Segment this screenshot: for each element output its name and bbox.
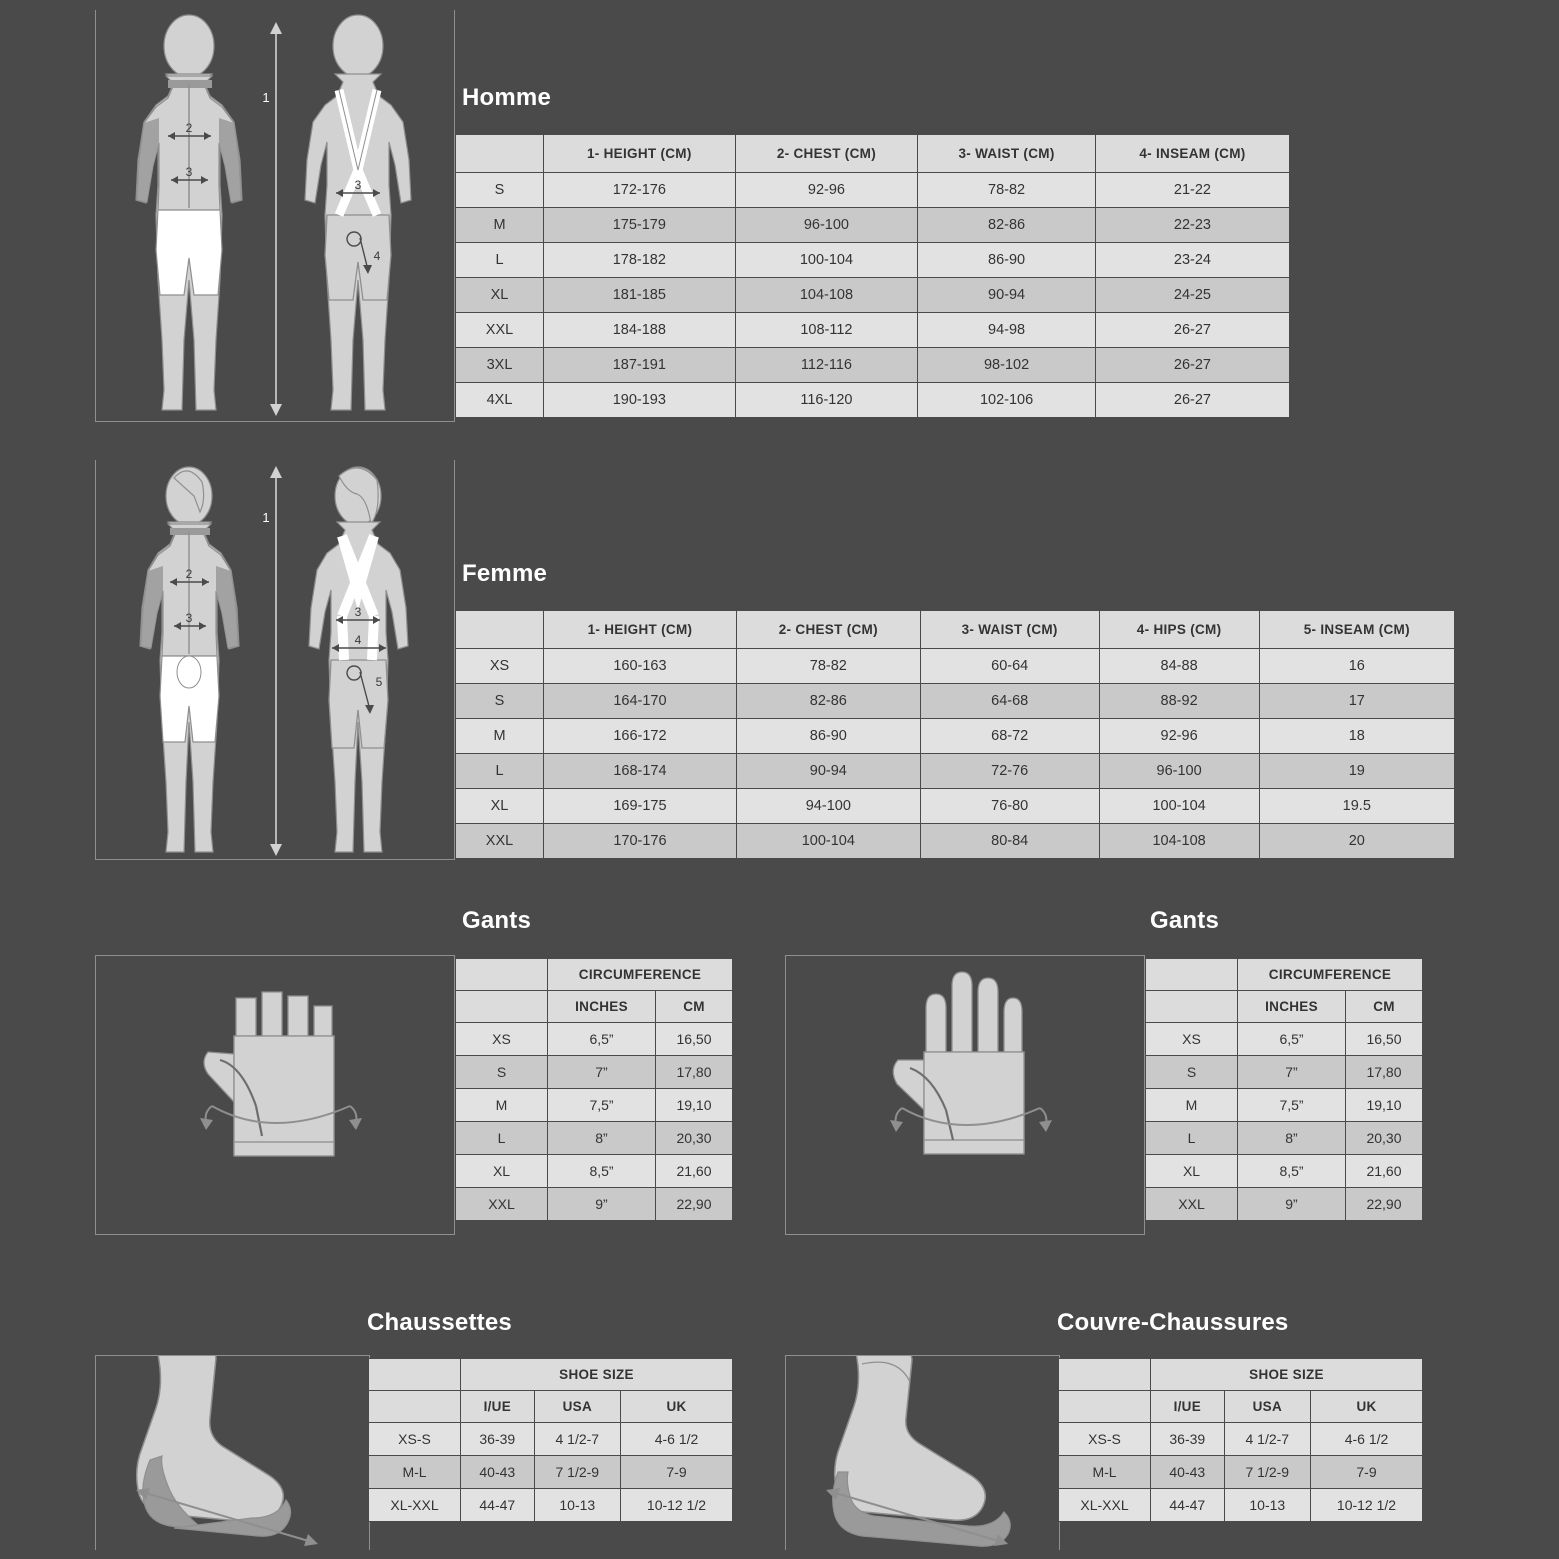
col-iue: I/UE (461, 1391, 535, 1423)
cell-size: M (456, 208, 544, 243)
cell: 116-120 (735, 383, 918, 418)
cell: 8,5” (548, 1155, 656, 1188)
cell: 16 (1259, 649, 1454, 684)
blank-corner (369, 1359, 461, 1391)
cell-size: L (456, 1122, 548, 1155)
couvre-chaussures-figure-box (785, 1355, 1060, 1550)
figure-label-2: 2 (185, 567, 193, 581)
cell: 8,5” (1238, 1155, 1346, 1188)
cell: 164-170 (544, 684, 737, 719)
col-size (456, 991, 548, 1023)
cell: 7,5” (548, 1089, 656, 1122)
table-row (456, 208, 1290, 243)
table-row (456, 1155, 733, 1188)
cell: 19 (1259, 754, 1454, 789)
cell: 7” (1238, 1056, 1346, 1089)
couvre-chaussures-table (1058, 1358, 1423, 1522)
cell: 20 (1259, 824, 1454, 859)
gants-left-table (455, 958, 733, 1221)
cell: 16,50 (656, 1023, 733, 1056)
cell: 169-175 (544, 789, 737, 824)
blank-corner (456, 959, 548, 991)
table-row-header (456, 611, 1455, 649)
table-row (456, 1188, 733, 1221)
figure-label-3b: 3 (354, 605, 362, 619)
cell-size: XXL (456, 1188, 548, 1221)
cell: 8” (1238, 1122, 1346, 1155)
cell: 100-104 (736, 824, 920, 859)
cell: 90-94 (736, 754, 920, 789)
cell: 8” (548, 1122, 656, 1155)
col-height: 1- HEIGHT (CM) (544, 135, 736, 173)
cell: 20,30 (656, 1122, 733, 1155)
col-cm: CM (656, 991, 733, 1023)
figure-label-5: 5 (375, 675, 383, 689)
col-usa: USA (1224, 1391, 1310, 1423)
table-gants-right (1145, 958, 1423, 1221)
figure-label-1: 1 (262, 510, 270, 525)
cell: 22-23 (1095, 208, 1289, 243)
blank-corner (1146, 959, 1238, 991)
page-title-femme: Femme (462, 560, 548, 587)
group-header-circumference: CIRCUMFERENCE (1238, 959, 1423, 991)
cell: 96-100 (735, 208, 918, 243)
cell: 36-39 (461, 1423, 535, 1456)
table-couvre-chaussures (1058, 1358, 1423, 1522)
cell: 90-94 (918, 278, 1096, 313)
table-row (1146, 1188, 1423, 1221)
table-row (1146, 1089, 1423, 1122)
cell: 26-27 (1095, 348, 1289, 383)
table-row-header (1059, 1391, 1423, 1423)
cell: 4-6 1/2 (621, 1423, 733, 1456)
cell: 76-80 (920, 789, 1099, 824)
group-header-circumference: CIRCUMFERENCE (548, 959, 733, 991)
page-title-gants-right: Gants (1150, 907, 1220, 934)
cell: 102-106 (918, 383, 1096, 418)
table-row (369, 1489, 733, 1522)
figure-label-1: 1 (262, 90, 270, 105)
cell-size: XL-XXL (369, 1489, 461, 1522)
cell-size: XS (1146, 1023, 1238, 1056)
cell: 40-43 (461, 1456, 535, 1489)
cell: 6,5” (1238, 1023, 1346, 1056)
cell: 104-108 (735, 278, 918, 313)
cell: 24-25 (1095, 278, 1289, 313)
col-cm: CM (1346, 991, 1423, 1023)
table-row-header (1146, 991, 1423, 1023)
table-homme (455, 134, 1290, 418)
cell: 86-90 (918, 243, 1096, 278)
homme-size-table (455, 134, 1290, 418)
table-row (456, 1023, 733, 1056)
cell: 17 (1259, 684, 1454, 719)
col-size (456, 135, 544, 173)
table-row-group-header (1146, 959, 1423, 991)
cell: 60-64 (920, 649, 1099, 684)
cell: 20,30 (1346, 1122, 1423, 1155)
cell: 7” (548, 1056, 656, 1089)
cell: 166-172 (544, 719, 737, 754)
sock-icon (96, 1356, 369, 1549)
cell: 19,10 (656, 1089, 733, 1122)
cell-size: XS-S (369, 1423, 461, 1456)
cell-size: XL (456, 278, 544, 313)
cell: 100-104 (1099, 789, 1259, 824)
table-row (369, 1456, 733, 1489)
femme-size-table (455, 610, 1455, 859)
cell: 181-185 (544, 278, 736, 313)
cell: 4 1/2-7 (534, 1423, 620, 1456)
table-row (1059, 1423, 1423, 1456)
table-row (456, 348, 1290, 383)
cell: 78-82 (918, 173, 1096, 208)
cell: 22,90 (1346, 1188, 1423, 1221)
cell-size: XXL (1146, 1188, 1238, 1221)
cell: 7,5” (1238, 1089, 1346, 1122)
table-row-header (456, 135, 1290, 173)
table-row (456, 1089, 733, 1122)
cell: 68-72 (920, 719, 1099, 754)
cell-size: M-L (369, 1456, 461, 1489)
cell-size: XS (456, 1023, 548, 1056)
cell: 10-12 1/2 (621, 1489, 733, 1522)
page-title-chaussettes: Chaussettes (367, 1309, 512, 1336)
cell: 64-68 (920, 684, 1099, 719)
table-row (456, 719, 1455, 754)
cell: 92-96 (735, 173, 918, 208)
cell: 7-9 (1311, 1456, 1423, 1489)
femme-body-diagram (96, 460, 456, 860)
table-row (1146, 1023, 1423, 1056)
group-header-shoe-size: SHOE SIZE (461, 1359, 733, 1391)
cell-size: S (456, 1056, 548, 1089)
figure-label-3: 3 (185, 165, 193, 179)
cell: 82-86 (736, 684, 920, 719)
table-row-header (369, 1391, 733, 1423)
col-uk: UK (621, 1391, 733, 1423)
cell: 4-6 1/2 (1311, 1423, 1423, 1456)
cell: 4 1/2-7 (1224, 1423, 1310, 1456)
cell: 112-116 (735, 348, 918, 383)
table-chaussettes (368, 1358, 733, 1522)
cell-size: XL (456, 789, 544, 824)
table-row (1146, 1155, 1423, 1188)
cell-size: L (456, 754, 544, 789)
table-row (369, 1423, 733, 1456)
chaussettes-figure-box (95, 1355, 370, 1550)
figure-label-4: 4 (354, 633, 362, 647)
cell-size: L (456, 243, 544, 278)
cell: 23-24 (1095, 243, 1289, 278)
table-row (1059, 1456, 1423, 1489)
cell-size: S (1146, 1056, 1238, 1089)
chaussettes-table (368, 1358, 733, 1522)
cell: 6,5” (548, 1023, 656, 1056)
table-row-group-header (456, 959, 733, 991)
col-hips: 4- HIPS (CM) (1099, 611, 1259, 649)
cell: 168-174 (544, 754, 737, 789)
cell: 78-82 (736, 649, 920, 684)
cell: 26-27 (1095, 383, 1289, 418)
col-uk: UK (1311, 1391, 1423, 1423)
cell: 21,60 (656, 1155, 733, 1188)
col-size (456, 611, 544, 649)
cell: 26-27 (1095, 313, 1289, 348)
cell: 10-13 (1224, 1489, 1310, 1522)
cell: 104-108 (1099, 824, 1259, 859)
col-size (1146, 991, 1238, 1023)
table-row (456, 173, 1290, 208)
cell: 92-96 (1099, 719, 1259, 754)
col-iue: I/UE (1151, 1391, 1225, 1423)
table-row (1146, 1122, 1423, 1155)
figure-label-3: 3 (185, 611, 193, 625)
col-waist: 3- WAIST (CM) (920, 611, 1099, 649)
cell-size: XXL (456, 313, 544, 348)
cell: 175-179 (544, 208, 736, 243)
femme-figure-box (95, 460, 455, 860)
group-header-shoe-size: SHOE SIZE (1151, 1359, 1423, 1391)
cell: 16,50 (1346, 1023, 1423, 1056)
cell-size: XXL (456, 824, 544, 859)
cell: 10-13 (534, 1489, 620, 1522)
page-title-couvre-chaussures: Couvre-Chaussures (1057, 1309, 1289, 1336)
cell-size: 3XL (456, 348, 544, 383)
cell: 160-163 (544, 649, 737, 684)
cell: 7 1/2-9 (534, 1456, 620, 1489)
cell-size: XS (456, 649, 544, 684)
cell: 108-112 (735, 313, 918, 348)
shoe-cover-icon (786, 1356, 1059, 1549)
table-row (456, 278, 1290, 313)
cell: 17,80 (656, 1056, 733, 1089)
cell: 21,60 (1346, 1155, 1423, 1188)
cell-size: M (456, 1089, 548, 1122)
cell: 19,10 (1346, 1089, 1423, 1122)
cell-size: 4XL (456, 383, 544, 418)
cell: 86-90 (736, 719, 920, 754)
cell: 184-188 (544, 313, 736, 348)
table-row (456, 824, 1455, 859)
figure-label-4: 4 (373, 249, 381, 263)
figure-label-3b: 3 (354, 178, 362, 192)
table-row (456, 1122, 733, 1155)
col-chest: 2- CHEST (CM) (735, 135, 918, 173)
table-row (456, 1056, 733, 1089)
cell: 72-76 (920, 754, 1099, 789)
cell: 21-22 (1095, 173, 1289, 208)
cell: 178-182 (544, 243, 736, 278)
table-row (1059, 1489, 1423, 1522)
cell: 17,80 (1346, 1056, 1423, 1089)
table-row-group-header (369, 1359, 733, 1391)
col-size (1059, 1391, 1151, 1423)
cell: 9” (1238, 1188, 1346, 1221)
cell: 94-100 (736, 789, 920, 824)
homme-figure-box (95, 10, 455, 422)
blank-corner (1059, 1359, 1151, 1391)
cell: 84-88 (1099, 649, 1259, 684)
cell: 96-100 (1099, 754, 1259, 789)
cell: 7-9 (621, 1456, 733, 1489)
gants-left-figure-box (95, 955, 455, 1235)
cell-size: S (456, 173, 544, 208)
col-size (369, 1391, 461, 1423)
cell: 170-176 (544, 824, 737, 859)
col-inseam: 4- INSEAM (CM) (1095, 135, 1289, 173)
cell: 22,90 (656, 1188, 733, 1221)
table-row (456, 789, 1455, 824)
cell: 7 1/2-9 (1224, 1456, 1310, 1489)
table-row-header (456, 991, 733, 1023)
col-usa: USA (534, 1391, 620, 1423)
cell-size: XL-XXL (1059, 1489, 1151, 1522)
table-row (456, 383, 1290, 418)
cell-size: S (456, 684, 544, 719)
cell-size: XL (1146, 1155, 1238, 1188)
table-femme (455, 610, 1455, 859)
cell-size: XL (456, 1155, 548, 1188)
table-row (456, 754, 1455, 789)
gants-right-table (1145, 958, 1423, 1221)
page-title-gants-left: Gants (462, 907, 532, 934)
figure-label-2: 2 (185, 121, 193, 135)
col-height: 1- HEIGHT (CM) (544, 611, 737, 649)
cell: 82-86 (918, 208, 1096, 243)
cell: 36-39 (1151, 1423, 1225, 1456)
page-title-homme: Homme (462, 84, 552, 111)
cell: 172-176 (544, 173, 736, 208)
cell: 100-104 (735, 243, 918, 278)
cell: 9” (548, 1188, 656, 1221)
col-inches: INCHES (1238, 991, 1346, 1023)
cell: 18 (1259, 719, 1454, 754)
col-inches: INCHES (548, 991, 656, 1023)
cell-size: M (456, 719, 544, 754)
table-row (456, 684, 1455, 719)
table-row (1146, 1056, 1423, 1089)
col-chest: 2- CHEST (CM) (736, 611, 920, 649)
cell: 80-84 (920, 824, 1099, 859)
cell-size: XS-S (1059, 1423, 1151, 1456)
table-row (456, 649, 1455, 684)
cell: 44-47 (461, 1489, 535, 1522)
cell-size: L (1146, 1122, 1238, 1155)
table-row-group-header (1059, 1359, 1423, 1391)
cell: 10-12 1/2 (1311, 1489, 1423, 1522)
gants-right-figure-box (785, 955, 1145, 1235)
table-gants-left (455, 958, 733, 1221)
cell: 94-98 (918, 313, 1096, 348)
fingerless-glove-icon (96, 956, 454, 1234)
cell: 19.5 (1259, 789, 1454, 824)
cell: 190-193 (544, 383, 736, 418)
full-finger-glove-icon (786, 956, 1144, 1234)
cell: 98-102 (918, 348, 1096, 383)
homme-body-diagram (96, 10, 456, 422)
cell: 44-47 (1151, 1489, 1225, 1522)
table-row (456, 243, 1290, 278)
cell: 88-92 (1099, 684, 1259, 719)
cell: 40-43 (1151, 1456, 1225, 1489)
cell: 187-191 (544, 348, 736, 383)
cell-size: M (1146, 1089, 1238, 1122)
col-inseam: 5- INSEAM (CM) (1259, 611, 1454, 649)
table-row (456, 313, 1290, 348)
col-waist: 3- WAIST (CM) (918, 135, 1096, 173)
cell-size: M-L (1059, 1456, 1151, 1489)
